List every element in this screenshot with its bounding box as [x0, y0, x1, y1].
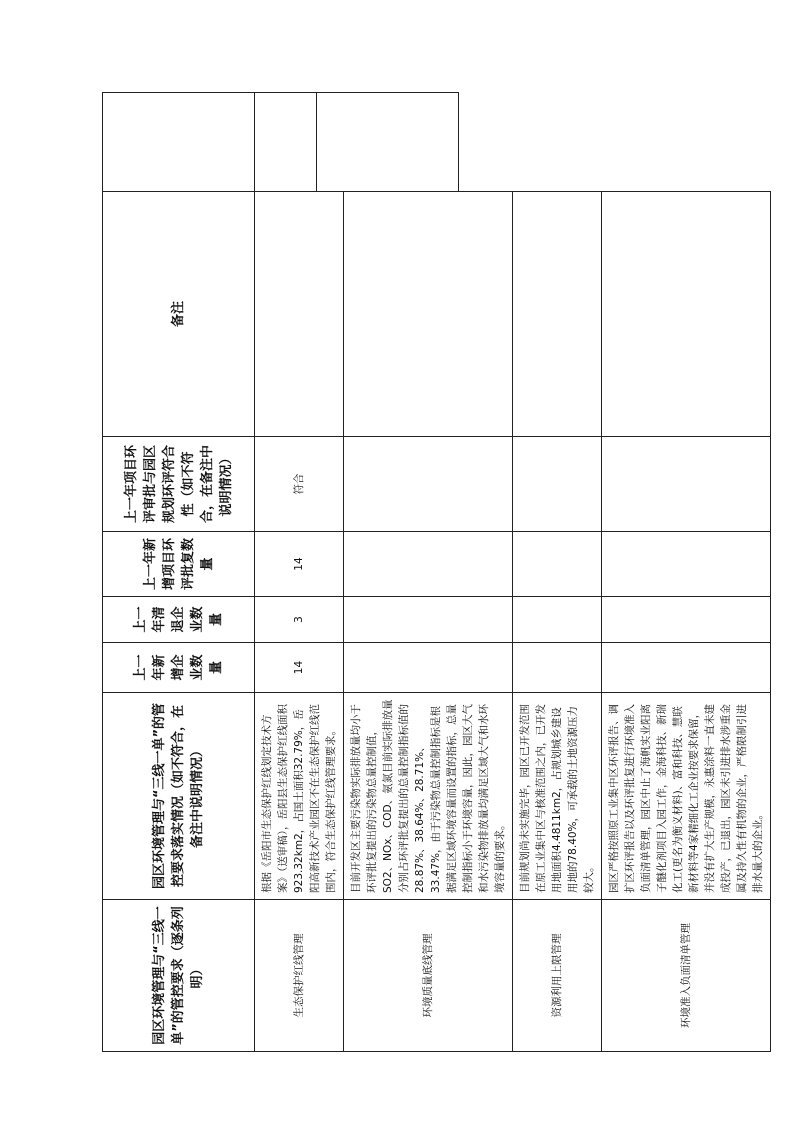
row-new-projects: 14: [255, 532, 344, 597]
row-remarks: [602, 192, 771, 437]
row-requirement: 资源利用上限管理: [513, 900, 602, 1052]
row-cleared-enterprises: [344, 597, 513, 643]
row-compliance: [602, 437, 771, 532]
header-compliance: 上一年项目环评审批与园区规划环评符合性（如不符合，在备注中说明情况）: [103, 437, 255, 532]
row-status: 根据《岳阳市生态保护红线划定技术方案》（送审稿），岳阳县生态保护红线面积923.32km2，占国土面积32.79%，岳阳高新技术产业园区不在生态保护红线范围内，符合生态保护红线管理要求。: [255, 693, 344, 900]
header-requirement: 园区环境管理与“三线一单”的管控要求（逐条列明）: [103, 900, 255, 1052]
rotated-table-wrapper: [102, 92, 764, 1052]
row-requirement: 环境质量底线管理: [344, 900, 513, 1052]
header-new-enterprises: 上一年新增企业数量: [103, 643, 255, 693]
row-new-projects: [513, 532, 602, 597]
row-cleared-enterprises: 3: [255, 597, 344, 643]
row-cleared-enterprises: [513, 597, 602, 643]
header-status: 园区环境管理与“三线一单”的管控要求落实情况（如不符合，在备注中说明情况）: [103, 693, 255, 900]
header-new-projects: 上一年新增项目环评批复数量: [103, 532, 255, 597]
row-new-enterprises: [602, 643, 771, 693]
table-row: [255, 192, 344, 1052]
row-compliance: [344, 437, 513, 532]
table-row: [602, 192, 771, 1052]
compliance-table: [102, 191, 771, 1052]
table-row: [344, 192, 513, 1052]
row-remarks: [513, 192, 602, 437]
row-new-enterprises: [513, 643, 602, 693]
row-remarks: [344, 192, 513, 437]
row-new-projects: [344, 532, 513, 597]
header-cleared-enterprises: 上一年清退企业数量: [103, 597, 255, 643]
row-new-enterprises: [344, 643, 513, 693]
extra-empty-column: [102, 92, 459, 192]
table-row: [513, 192, 602, 1052]
row-compliance: [513, 437, 602, 532]
row-new-projects: [602, 532, 771, 597]
row-status: 目前开发区主要污染物实际排放量均小于环评批复提出的污染物总量控制值，SO2、NOx、COD、氨氮目前实际排放量分别占环评批复提出的总量控制指标值的28.87%、38.64%、28.71%、33.47%，由于污染物总量控制指标是根据满足区域环境容量而设置的指标，总量控制指标小于环境容量，因此，园区大气和水污染物排放量均满足区域大气和水环境容量的要求。: [344, 693, 513, 900]
empty-cell: [255, 93, 317, 192]
header-row: [103, 192, 255, 1052]
row-requirement: 生态保护红线管理: [255, 900, 344, 1052]
empty-cell: [317, 93, 459, 192]
row-requirement: 环境准入负面清单管理: [602, 900, 771, 1052]
row-cleared-enterprises: [602, 597, 771, 643]
row-status: 园区严格按照原工业集中区环评报告、调扩区环评报告以及环评批复进行环境准入负面清单管理，园区中止了海帆实业阳离子醚化剂项目入园工作，金海科技、新瑞化工(更名为衡义材料)、富和科技、慧联新材料等4家精细化工企业按要求保留，并没有扩大生产规模，永惠涂料一直未建成投产，已退出，园区未引进排水涉重金属及持久性有机物的企业，严格限制引进排水量大的企业。: [602, 693, 771, 900]
row-new-enterprises: 14: [255, 643, 344, 693]
empty-cell: [103, 93, 255, 192]
row-remarks: [255, 192, 344, 437]
row-compliance: 符合: [255, 437, 344, 532]
header-remarks: 备注: [103, 192, 255, 437]
row-status: 目前规划尚未实施完毕，园区已开发范围在原工业集中区与核准范围之内，已开发用地面积4.4811km2，占规划城乡建设用地的78.40%，可承载的土地资源压力较大。: [513, 693, 602, 900]
